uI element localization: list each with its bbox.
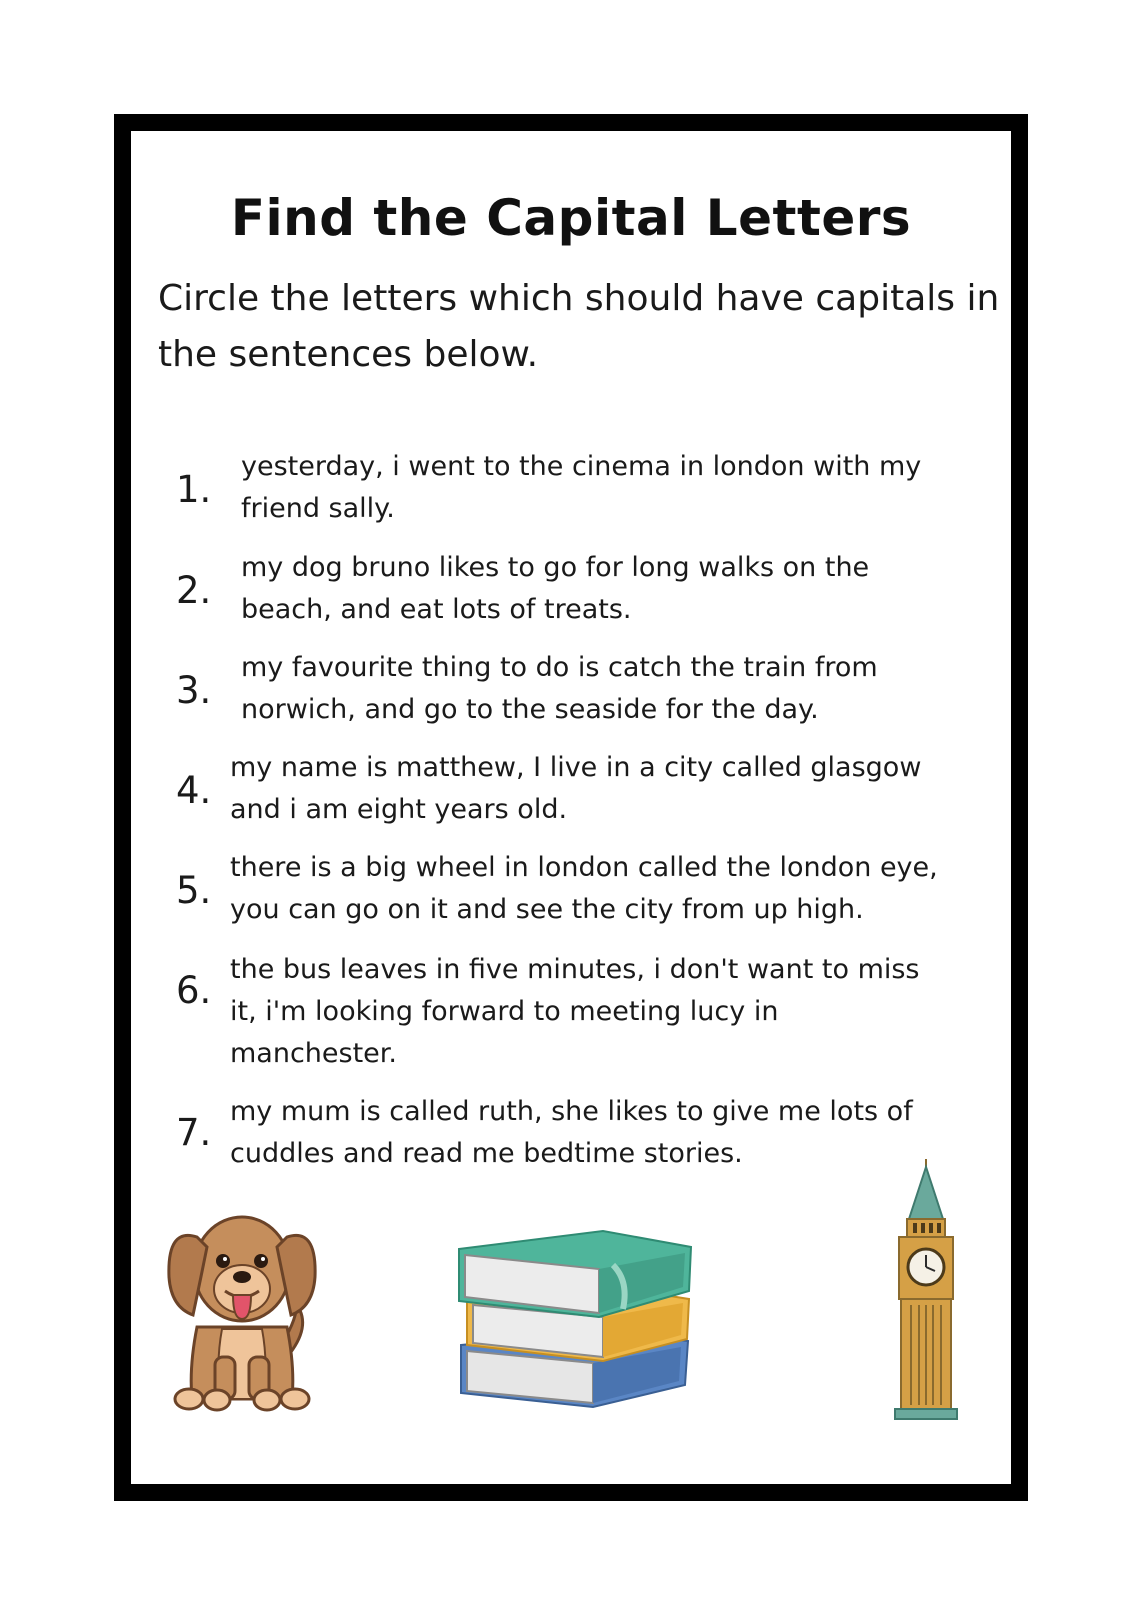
item-number: 6. xyxy=(176,969,212,1012)
page-title: Find the Capital Letters xyxy=(230,189,912,247)
sentence-text: there is a big wheel in london called the london eye, you can go on it and see the city from up high. xyxy=(230,852,938,925)
books-icon xyxy=(453,1213,703,1413)
item-number: 2. xyxy=(176,569,212,612)
sentence-text: my dog bruno likes to go for long walks on the beach, and eat lots of treats. xyxy=(241,552,870,625)
sentence-text: my name is matthew, I live in a city called glasgow and i am eight years old. xyxy=(230,752,922,825)
sentence-text: the bus leaves in five minutes, i don't want to miss it, i'm looking forward to meeting lucy in manchester. xyxy=(230,954,920,1069)
item-number: 3. xyxy=(176,669,212,712)
item-number: 4. xyxy=(176,769,212,812)
dog-icon xyxy=(167,1207,317,1412)
sentence-text: my mum is called ruth, she likes to give me lots of cuddles and read me bedtime stories. xyxy=(230,1096,913,1169)
item-number: 5. xyxy=(176,869,212,912)
item-number: 1. xyxy=(176,468,212,511)
instructions-text: Circle the letters which should have capitals in the sentences below. xyxy=(158,278,1000,375)
clock-tower-icon xyxy=(893,1159,959,1421)
item-number: 7. xyxy=(176,1111,212,1154)
sentence-text: yesterday, i went to the cinema in london with my friend sally. xyxy=(241,451,922,524)
worksheet-frame xyxy=(114,114,1028,1501)
sentence-text: my favourite thing to do is catch the train from norwich, and go to the seaside for the day. xyxy=(241,652,878,725)
